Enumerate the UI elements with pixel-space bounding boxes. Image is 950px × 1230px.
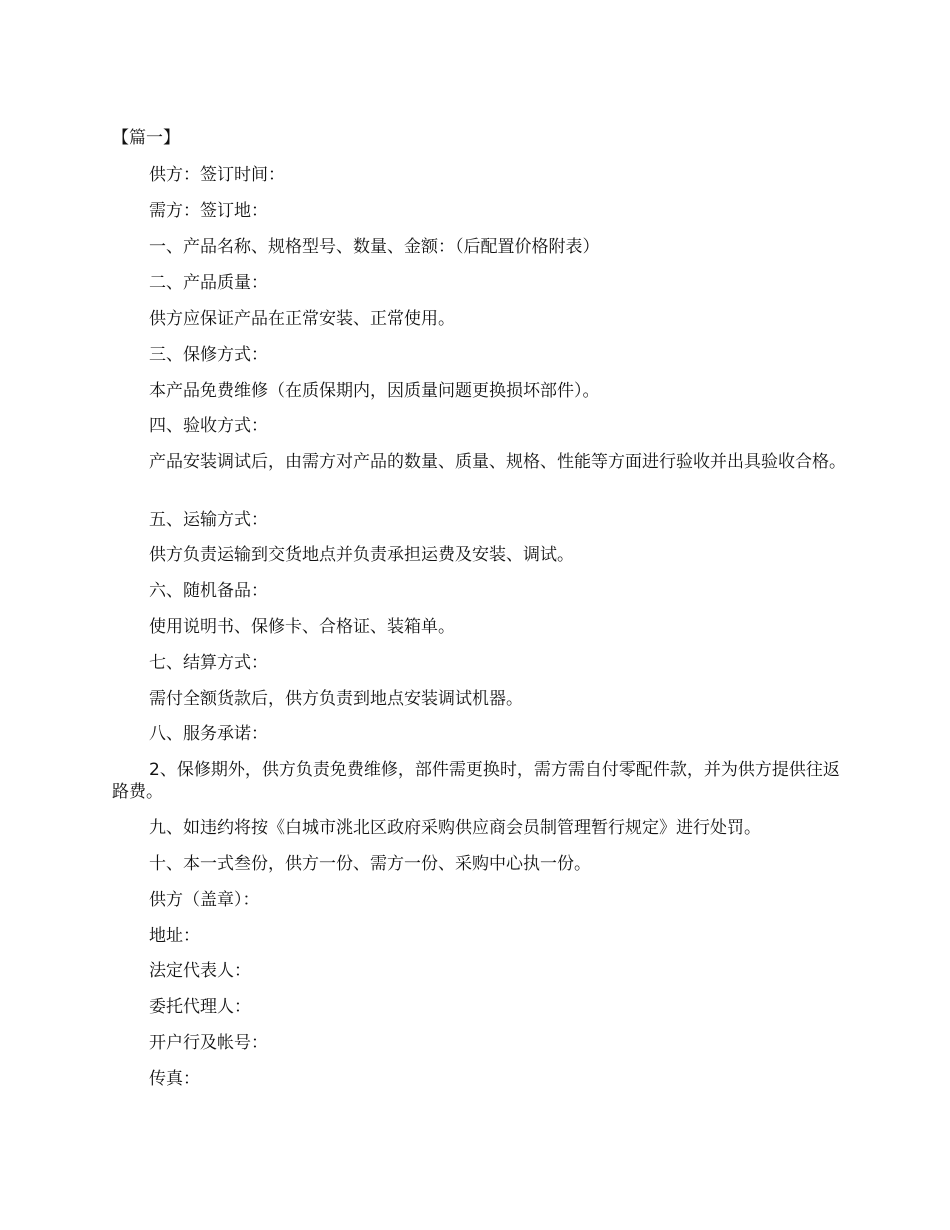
clause-5-title: 五、运输方式：: [149, 510, 268, 530]
clause-6-body: 使用说明书、保修卡、合格证、装箱单。: [149, 617, 455, 637]
clause-4-body: 产品安装调试后，由需方对产品的数量、质量、规格、性能等方面进行验收并出具验收合格。: [149, 452, 846, 472]
supplier-seal-line: 供方（盖章）：: [149, 890, 260, 910]
legal-representative-line: 法定代表人：: [149, 961, 251, 981]
clause-8-body: 2、保修期外，供方负责免费维修，部件需更换时，需方需自付零配件款，并为供方提供往返路费。: [112, 760, 840, 802]
clause-7-title: 七、结算方式：: [149, 653, 268, 673]
supplier-signing-time-line: 供方：签订时间：: [149, 165, 285, 185]
clause-5-body: 供方负责运输到交货地点并负责承担运费及安装、调试。: [149, 545, 574, 565]
clause-3-body: 本产品免费维修（在质保期内，因质量问题更换损坏部件）。: [149, 381, 600, 401]
clause-4-title: 四、验收方式：: [149, 416, 268, 436]
buyer-signing-place-line: 需方：签订地：: [149, 201, 268, 221]
clause-9: 九、如违约将按《白城市洮北区政府采购供应商会员制管理暂行规定》进行处罚。: [149, 818, 761, 838]
fax-line: 传真：: [149, 1069, 200, 1089]
clause-6-title: 六、随机备品：: [149, 581, 268, 601]
clause-8-title: 八、服务承诺：: [149, 724, 268, 744]
clause-7-body: 需付全额货款后，供方负责到地点安装调试机器。: [149, 689, 523, 709]
authorized-agent-line: 委托代理人：: [149, 997, 251, 1017]
address-line: 地址：: [149, 926, 200, 946]
clause-3-title: 三、保修方式：: [149, 345, 268, 365]
clause-2-body: 供方应保证产品在正常安装、正常使用。: [149, 309, 455, 329]
clause-10: 十、本一式叁份，供方一份、需方一份、采购中心执一份。: [149, 854, 591, 874]
bank-account-line: 开户行及帐号：: [149, 1033, 268, 1053]
section-heading: 【篇一】: [112, 128, 180, 148]
clause-2-title: 二、产品质量：: [149, 273, 268, 293]
clause-1-title: 一、产品名称、规格型号、数量、金额：（后配置价格附表）: [149, 237, 600, 257]
